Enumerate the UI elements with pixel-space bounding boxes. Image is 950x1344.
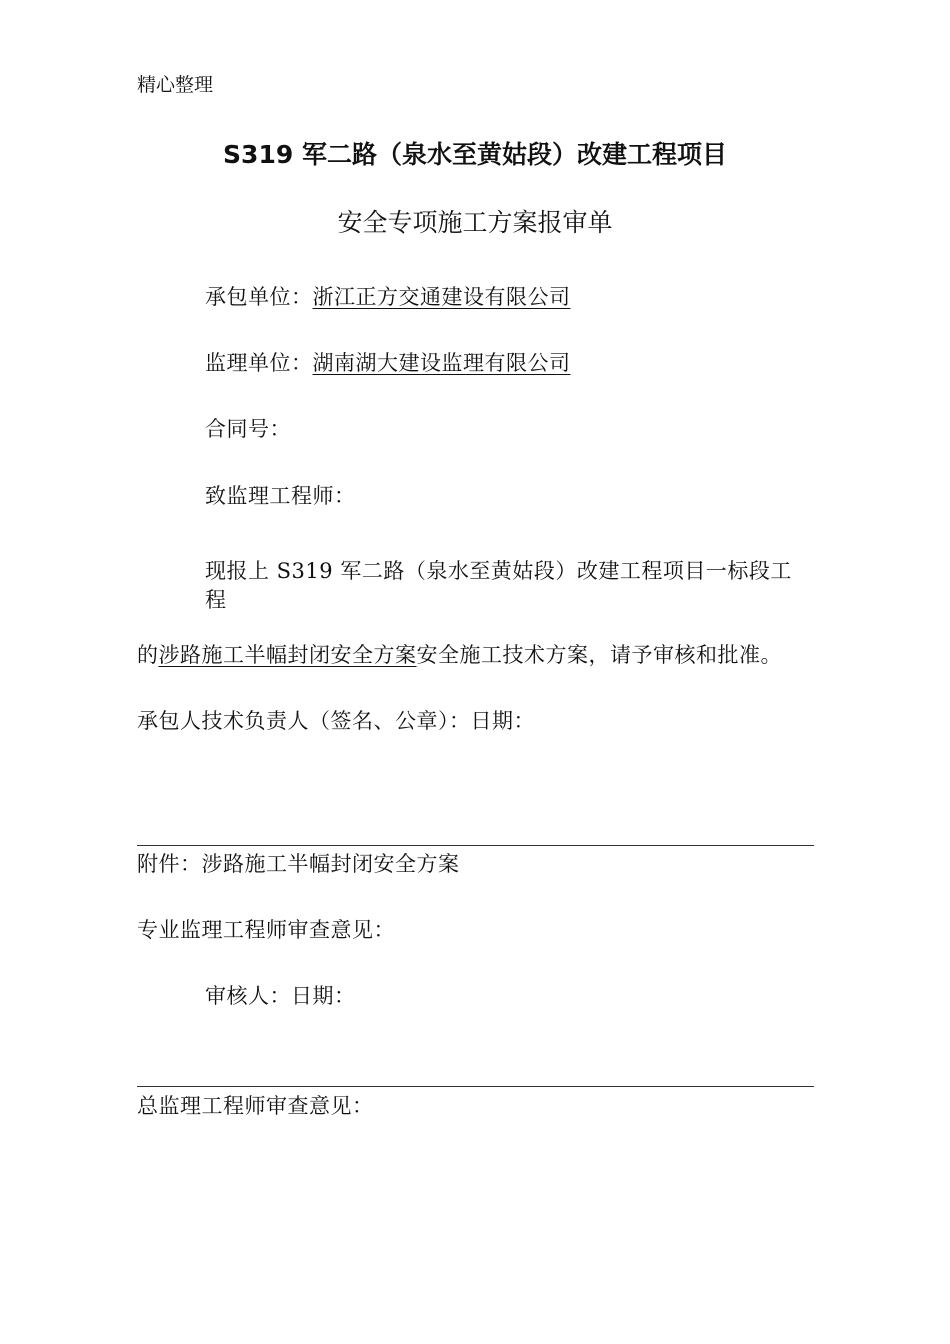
supervisor-unit-row	[205, 347, 571, 377]
document-subtitle: 安全专项施工方案报审单	[337, 208, 613, 237]
contractor-value: 浙江正方交通建设有限公司	[312, 285, 571, 309]
contractor-signature-line: 承包人技术负责人（签名、公章）：日期：	[137, 709, 535, 733]
supervisor-unit-label: 监理单位：	[205, 351, 313, 375]
document-title: S319 军二路（泉水至黄姑段）改建工程项目	[223, 140, 727, 169]
contract-number-label: 合同号：	[205, 417, 291, 441]
reviewer-signature-line: 审核人：日期：	[205, 984, 356, 1008]
body-line-2	[137, 639, 782, 669]
header-note: 精心整理	[137, 74, 214, 96]
supervisor-unit-value: 湖南湖大建设监理有限公司	[312, 351, 571, 375]
body-line-1-wrap: 程	[205, 588, 227, 612]
chief-opinion-label: 总监理工程师审查意见：	[137, 1094, 374, 1118]
plan-name: 涉路施工半幅封闭安全方案	[158, 643, 417, 667]
specialist-opinion-label: 专业监理工程师审查意见：	[137, 918, 395, 942]
divider	[137, 845, 814, 846]
contractor-label: 承包单位：	[205, 285, 313, 309]
body-line-2-suffix: 安全施工技术方案，请予审核和批准。	[416, 643, 782, 667]
body-line-1: 现报上 S319 军二路（泉水至黄姑段）改建工程项目一标段工	[205, 559, 792, 583]
contractor-row	[205, 281, 571, 311]
body-line-2-prefix: 的	[137, 643, 159, 667]
divider	[137, 1086, 814, 1087]
addressee-line: 致监理工程师：	[205, 484, 356, 508]
attachment-line: 附件：涉路施工半幅封闭安全方案	[137, 852, 460, 876]
